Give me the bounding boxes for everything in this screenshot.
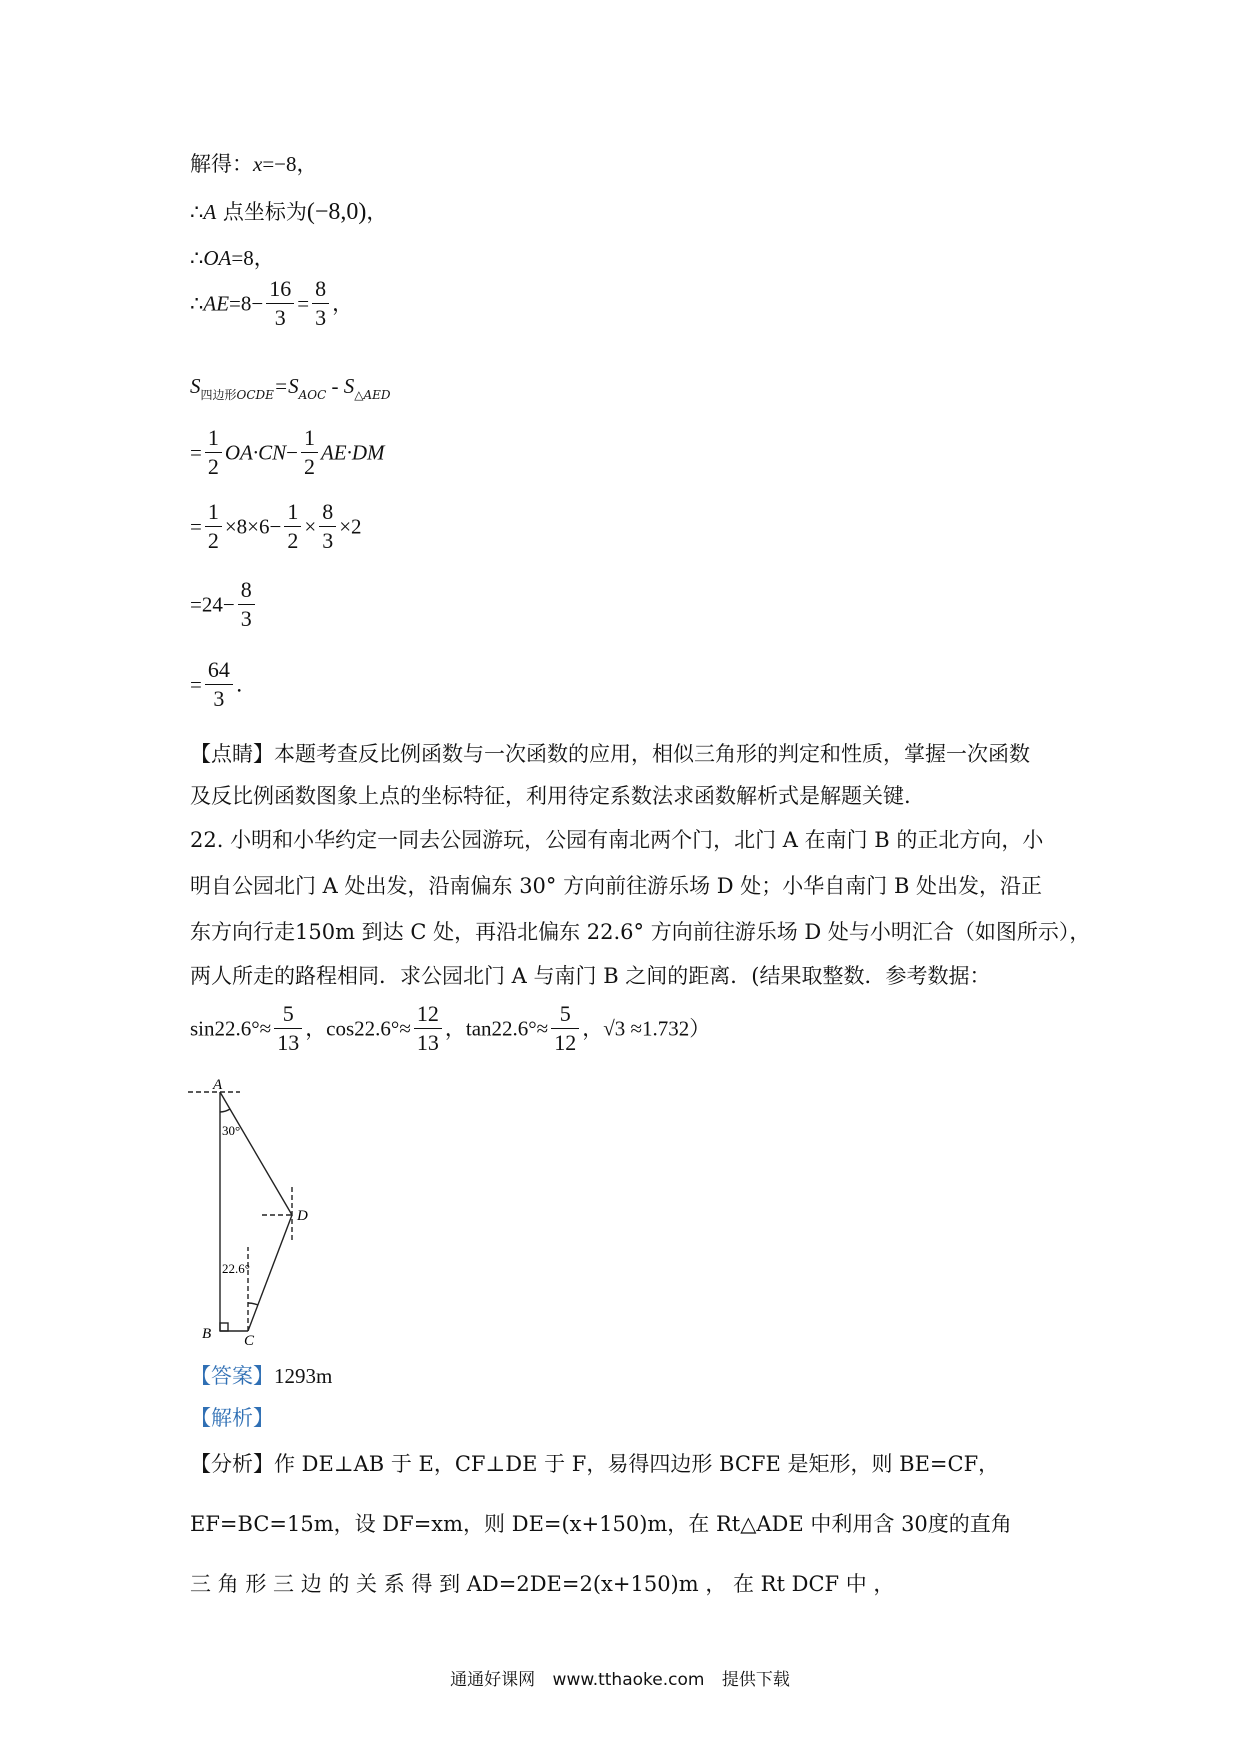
fraction: [284, 498, 301, 555]
label-B: B: [202, 1326, 212, 1342]
right-angle-mark: [220, 1323, 228, 1331]
footer-site: 通通好课网: [450, 1670, 536, 1690]
text: 解得：: [190, 152, 253, 176]
fraction: [205, 424, 222, 481]
text: ，cos22.6°≈: [305, 1016, 411, 1041]
var-A: A: [203, 200, 217, 224]
solution-line-8: [190, 576, 258, 633]
solution-line-2: [190, 198, 387, 226]
coordinate: (−8,0): [306, 199, 367, 225]
text: =: [190, 440, 202, 465]
label-C: C: [244, 1333, 255, 1345]
solution-line-4: [190, 275, 353, 332]
comment-line-1: 【点睛】本题考查反比例函数与一次函数的应用，相似三角形的判定和性质，掌握一次函数: [190, 742, 1030, 766]
subscript: 四边形: [200, 388, 237, 402]
numerator: 16: [266, 275, 294, 304]
therefore-symbol: ∴: [190, 200, 204, 224]
text: ，tan22.6°≈: [444, 1016, 549, 1041]
subscript: △AED: [354, 388, 391, 402]
denominator: 3: [240, 606, 252, 631]
numerator: 1: [205, 424, 222, 453]
text: OA·CN: [224, 440, 287, 465]
angle-label-30: 30°: [222, 1123, 241, 1138]
denominator: 13: [416, 1030, 439, 1055]
denominator: 3: [322, 528, 334, 553]
subscript: OCDE: [236, 388, 274, 402]
page-footer: [0, 1665, 1240, 1690]
text: =: [190, 514, 202, 539]
therefore-symbol: ∴: [190, 291, 204, 316]
denominator: 2: [303, 454, 315, 479]
analysis-label: 【解析】: [190, 1406, 274, 1430]
therefore-symbol: ∴: [190, 246, 204, 270]
denominator: 13: [277, 1030, 300, 1055]
numerator: 1: [205, 498, 222, 527]
analysis-line-1: 【分析】作 DE⊥AB 于 E，CF⊥DE 于 F，易得四边形 BCFE 是矩形，则 BE=CF，: [190, 1452, 1000, 1476]
text: ×: [304, 514, 317, 539]
footer-note: 提供下载: [721, 1670, 790, 1690]
answer-label: 【答案】: [190, 1364, 274, 1388]
footer-url[interactable]: www.tthaoke.com: [552, 1670, 705, 1690]
var-AE: AE: [203, 291, 230, 316]
numerator: 64: [205, 656, 233, 685]
numerator: 8: [319, 498, 336, 527]
problem-line-2: 明自公园北门 A 处出发，沿南偏东 30° 方向前往游乐场 D 处；小华自南门 B 处出发，沿正: [190, 874, 1043, 898]
text: =24−: [190, 592, 235, 617]
solution-line-7: [190, 498, 362, 555]
numerator: 8: [238, 576, 255, 605]
segment-CD: [248, 1215, 292, 1331]
denominator: 3: [274, 305, 286, 330]
problem-line-1: 22. 小明和小华约定一同去公园游玩，公园有南北两个门，北门 A 在南门 B 的正北方向，小: [190, 828, 1044, 852]
angle-label-22-6: 22.6°: [222, 1261, 250, 1276]
label-D: D: [297, 1208, 308, 1224]
fraction: [205, 656, 233, 713]
text: ，: [332, 291, 354, 316]
denominator: 2: [287, 528, 299, 553]
solution-line-6: [190, 424, 385, 481]
fraction: [274, 1000, 302, 1057]
denominator: 3: [315, 305, 327, 330]
numerator: 1: [284, 498, 301, 527]
denominator: 2: [207, 528, 219, 553]
label-A: A: [213, 1077, 223, 1093]
geometry-figure: [180, 1075, 330, 1345]
problem-line-4: 两人所走的路程相同．求公园北门 A 与南门 B 之间的距离．(结果取整数．参考数据：: [190, 964, 991, 988]
denominator: 12: [554, 1030, 577, 1055]
segment-AD: [220, 1092, 292, 1215]
text: .: [235, 672, 243, 697]
fraction: [414, 1000, 442, 1057]
problem-line-3: 东方向行走150m 到达 C 处，再沿北偏东 22.6° 方向前往游乐场 D 处与小明汇合（如图所示），: [190, 920, 1091, 944]
analysis-line-3: 三 角 形 三 边 的 关 系 得 到 AD=2DE=2(x+150)m ， 在 Rt DCF 中 ，: [190, 1572, 895, 1596]
text: sin22.6°≈: [190, 1016, 272, 1041]
text: −: [286, 440, 298, 465]
text: - S: [326, 374, 355, 398]
text: ×2: [339, 514, 362, 539]
var-x: x: [253, 152, 263, 176]
solution-line-5: [190, 372, 391, 409]
text: ，: [366, 200, 388, 224]
solution-line-9: [190, 656, 243, 713]
fraction: [205, 498, 222, 555]
angle-arc-C: [248, 1303, 258, 1305]
text: ×8×6−: [224, 514, 282, 539]
numerator: 5: [551, 1000, 579, 1029]
var-S: S: [190, 374, 201, 398]
text: ，√3 ≈1.732）: [582, 1016, 711, 1041]
fraction: [266, 275, 294, 332]
reference-data-line: [190, 1000, 710, 1057]
answer-line: [190, 1362, 332, 1390]
denominator: 2: [207, 454, 219, 479]
denominator: 3: [213, 686, 225, 711]
numerator: 1: [301, 424, 318, 453]
answer-value: 1293m: [274, 1364, 333, 1388]
numerator: 12: [414, 1000, 442, 1029]
fraction: [312, 275, 329, 332]
var-OA: OA: [203, 246, 232, 270]
text: AE·DM: [320, 440, 385, 465]
angle-arc-A: [220, 1109, 230, 1112]
text: =−8，: [262, 152, 318, 176]
fraction: [319, 498, 336, 555]
text: 点坐标为: [216, 200, 307, 224]
fraction: [551, 1000, 579, 1057]
solution-line-3: [190, 244, 275, 272]
fraction: [301, 424, 318, 481]
numerator: 8: [312, 275, 329, 304]
fraction: [238, 576, 255, 633]
subscript: AOC: [298, 388, 327, 402]
comment-line-2: 及反比例函数图象上点的坐标特征，利用待定系数法求函数解析式是解题关键.: [190, 784, 911, 808]
text: =8，: [231, 246, 275, 270]
text: =8−: [229, 291, 264, 316]
text: =: [190, 672, 202, 697]
solution-line-1: [190, 150, 318, 178]
analysis-line-2: EF=BC=15m，设 DF=xm，则 DE=(x+150)m，在 Rt△ADE 中利用含 30度的直角: [190, 1512, 1012, 1536]
numerator: 5: [274, 1000, 302, 1029]
text: =S: [273, 374, 299, 398]
text: =: [297, 291, 310, 316]
